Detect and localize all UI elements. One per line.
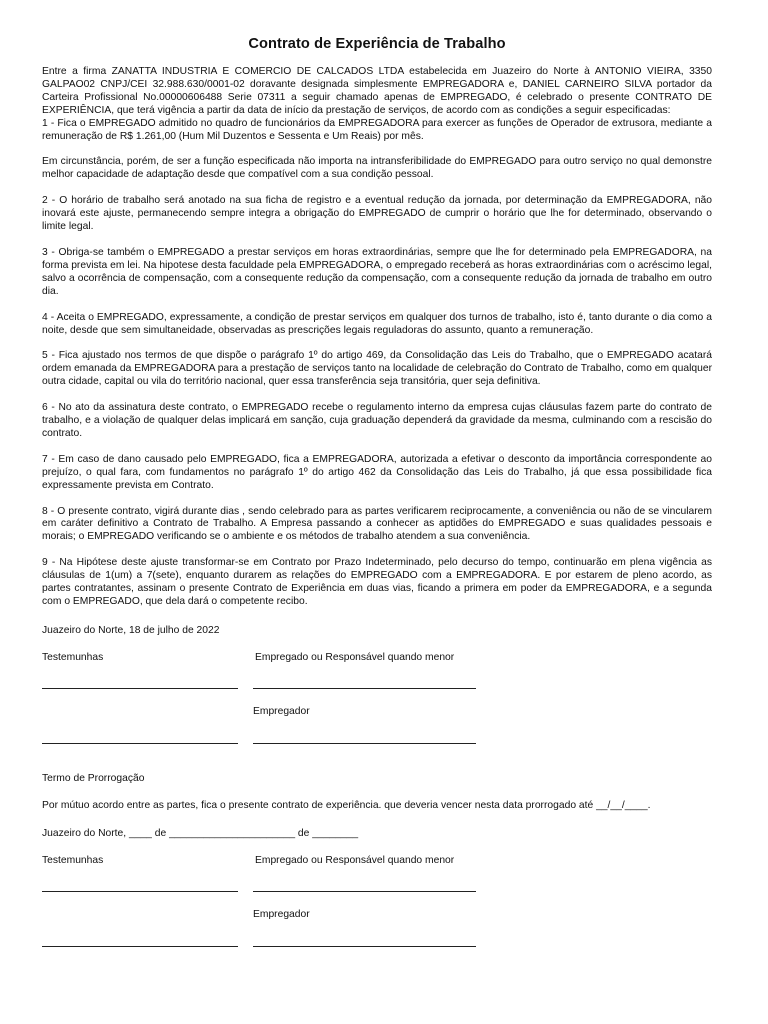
clause-5: 5 - Fica ajustado nos termos de que dispõe o parágrafo 1º do artigo 469, da Consolidação das Leis do Trabalho, que o EMPREGADO acatará ordem emanada da EMPREGADORA para a prestação de serviços tanto na localidade de celebração do Contrato de Trabalho, como em qualquer outra cidade, capital ou vila do território nacional, quer essa transferência seja transitória, quer seja definitiva. — [42, 350, 712, 388]
clause-6: 6 - No ato da assinatura deste contrato, o EMPREGADO recebe o regulamento interno da empresa cujas cláusulas fazem parte do contrato de trabalho, e a violação de qualquer delas implicará em sanção, cuja graduação dependerá da gravidade da mesma, culminando com a rescisão do contrato. — [42, 402, 712, 439]
extension-employer-label: Empregador — [253, 909, 310, 920]
extension-witnesses-label: Testemunhas — [42, 855, 104, 866]
clause-7: 7 - Em caso de dano causado pelo EMPREGADO, fica a EMPREGADORA, autorizada a efetivar o desconto da importância correspondente ao prejuízo, o qual fara, com fundamentos no parágrafo 1º do artigo 462 da Consolidação das Leis do Trabalho, já que essa possibilidade fica expressamente prevista em Contrato. — [42, 453, 712, 491]
extension-place-date: Juazeiro do Norte, ____ de ______________________ de ________ — [42, 828, 359, 839]
place-date: Juazeiro do Norte, 18 de julho de 2022 — [42, 625, 220, 636]
clause-1-complement: Em circunstância, porém, de ser a função especificada não importa na intransferibilidade do EMPREGADO para outro serviço no qual demonstre melhor capacidade de adaptação desde que compatível com a sua condição pessoal. — [42, 156, 712, 181]
extension-text: Por mútuo acordo entre as partes, fica o presente contrato de experiência. que deveria vencer nesta data prorrogado até __/__/____. — [42, 800, 651, 811]
employer-signature-line — [253, 743, 476, 744]
clause-9: 9 - Na Hipótese deste ajuste transformar-se em Contrato por Prazo Indeterminado, pelo decurso do tempo, continuarão em plena vigência as cláusulas de 1(um) a 7(sete), enquanto durarem as relações do EMPREGADO com a EMPREGADORA. E por estarem de pleno acordo, as partes contratantes, assinam o presente Contrato de Experiência em duas vias, ficando a primera em poder da EMPREGADORA, e a segunda com o EMPREGADO, que dela dará o competente recibo. — [42, 557, 712, 607]
employee-signature-line — [253, 688, 476, 689]
extension-employee-signature-line — [253, 891, 476, 892]
extension-employee-label: Empregado ou Responsável quando menor — [255, 855, 455, 866]
clause-2: 2 - O horário de trabalho será anotado na sua ficha de registro e a eventual redução da jornada, por determinação da EMPREGADORA, não inovará este ajuste, permanecendo sempre integra a obrigação do EMPREGADO de cumprir o horário que lhe for determinado, observando o limite legal. — [42, 195, 712, 233]
document-title: Contrato de Experiência de Trabalho — [248, 36, 506, 52]
clause-1: 1 - Fica o EMPREGADO admitido no quadro de funcionários da EMPREGADORA para exercer as funções de Operador de extrusora, mediante a remuneração de R$ 1.261,00 (Hum Mil Duzentos e Sessenta e Um Reais) por mês. — [42, 117, 712, 142]
employer-label: Empregador — [253, 706, 310, 717]
witness-signature-line-2 — [42, 743, 238, 744]
extension-witness-signature-line-1 — [42, 891, 238, 892]
extension-heading: Termo de Prorrogação — [42, 773, 145, 784]
clause-8: 8 - O presente contrato, vigirá durante dias , sendo celebrado para as partes verificarem reciprocamente, a conveniência ou não de se vincularem em caráter definitivo a Contrato de Trabalho. A Empresa passando a conhecer as aptidões do EMPREGADO e suas qualidades pessoais e morais; o EMPREGADO verificando se o ambiente e os métodos de trabalho atendem a sua conveniência. — [42, 505, 712, 543]
intro-paragraph: Entre a firma ZANATTA INDUSTRIA E COMERCIO DE CALCADOS LTDA estabelecida em Juazeiro do Norte à ANTONIO VIEIRA, 3350 GALPAO02 CNPJ/CEI 32.988.630/0001-02 doravante designada simplesmente EMPREGADORA e, DANIEL CARNEIRO SILVA portador da Carteira Profissional No.00000606488 Serie 07311 a seguir chamado apenas de EMPREGADO, é celebrado o presente CONTRATO DE EXPERIÊNCIA, que terá vigência a partir da data de início da prestação de serviços, de acordo com as condições a seguir especificadas: — [42, 66, 712, 116]
extension-employer-signature-line — [253, 946, 476, 947]
employee-label: Empregado ou Responsável quando menor — [255, 652, 455, 663]
clause-4: 4 - Aceita o EMPREGADO, expressamente, a condição de prestar serviços em qualquer dos turnos de trabalho, isto é, tanto durante o dia como a noite, desde que sem simultaneidade, observadas as prescrições legais reguladoras do assunto, quanto a remuneração. — [42, 311, 712, 336]
clause-3: 3 - Obriga-se também o EMPREGADO a prestar serviços em horas extraordinárias, sempre que lhe for determinado pela EMPREGADORA, na forma prevista em lei. Na hipotese desta faculdade pela EMPREGADORA, o empregado receberá as horas extraordinárias com o acréscimo legal, salvo a ocorrência de compensação, com a consequente redução da compensação, com a consequente redução da jornada de trabalho em outro dia. — [42, 246, 712, 297]
witnesses-label: Testemunhas — [42, 652, 104, 663]
witness-signature-line-1 — [42, 688, 238, 689]
extension-witness-signature-line-2 — [42, 946, 238, 947]
